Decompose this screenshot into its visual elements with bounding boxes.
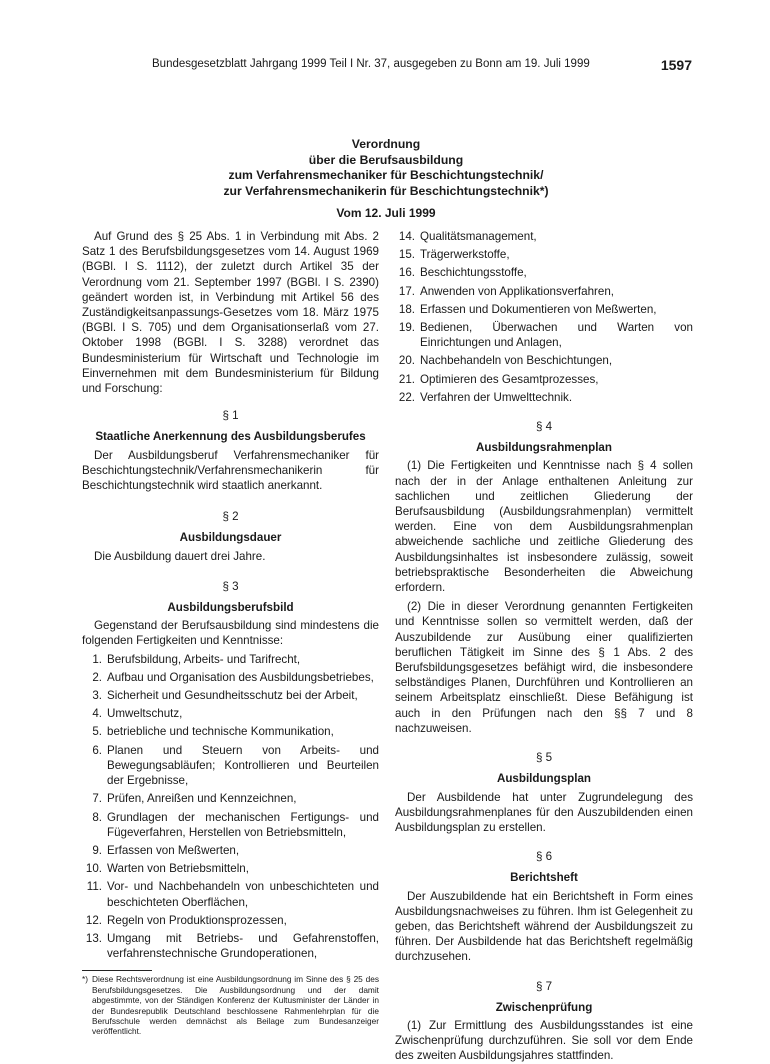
list-item-number: 20. bbox=[398, 354, 415, 368]
footnote-marker: *) bbox=[82, 974, 88, 985]
list-item-text: Erfassen von Meßwerten, bbox=[107, 843, 240, 857]
list-item-text: Trägerwerkstoffe, bbox=[420, 248, 510, 262]
running-header bbox=[80, 58, 692, 76]
list-item-number: 3. bbox=[92, 689, 102, 703]
header-text: Bundesgesetzblatt Jahrgang 1999 Teil I Nr. 37, ausgegeben zu Bonn am 19. Juli 1999 bbox=[152, 58, 590, 70]
list-item-number: 7. bbox=[92, 792, 102, 806]
title-line-3: zum Verfahrensmechaniker für Beschichtungstechnik/ bbox=[228, 168, 544, 183]
list-item-number: 14. bbox=[398, 230, 415, 243]
right-column bbox=[395, 229, 693, 1064]
section-2-number: § 2 bbox=[222, 510, 239, 524]
list-item-text: Aufbau und Organisation des Ausbildungsbetriebes, bbox=[107, 670, 374, 684]
footnote-text: Diese Rechtsverordnung ist eine Ausbildungsordnung im Sinne des § 25 des Berufsbildungsgesetzes. Die Ausbildungsordnung und der damit abgestimmte, von der Ständigen Konferenz der Kultusminister der Länder in der Bundesrepublik Deutschland beschlossene Rahmenlehrplan für die Berufsschule werden demnächst als Beilage zum Bundesanzeiger veröffentlicht. bbox=[92, 974, 379, 1037]
section-3-intro: Gegenstand der Berufsausbildung sind mindestens die folgenden Fertigkeiten und Kenntnisse: bbox=[82, 619, 379, 648]
list-item-number: 19. bbox=[398, 321, 415, 335]
list-item-text: Umgang mit Betriebs- und Gefahrenstoffen, verfahrenstechnische Grundoperationen, bbox=[107, 931, 379, 961]
list-item-number: 8. bbox=[92, 810, 102, 824]
section-1-number: § 1 bbox=[222, 409, 239, 423]
list-item-text: Verfahren der Umwelttechnik. bbox=[420, 390, 573, 404]
list-item-text: Berufsbildung, Arbeits- und Tarifrecht, bbox=[107, 652, 301, 666]
list-item bbox=[82, 791, 379, 806]
list-item bbox=[395, 302, 693, 317]
list-item bbox=[395, 265, 693, 280]
list-item bbox=[82, 931, 379, 961]
list-item-text: Anwenden von Applikationsverfahren, bbox=[420, 284, 615, 298]
document-title bbox=[80, 137, 692, 199]
list-item-number: 2. bbox=[92, 670, 102, 684]
list-item-number: 15. bbox=[398, 248, 415, 262]
list-item-text: Beschichtungsstoffe, bbox=[420, 266, 527, 280]
list-item bbox=[82, 724, 379, 739]
section-1-title: Staatliche Anerkennung des Ausbildungsberufes bbox=[95, 430, 366, 444]
section-3-title: Ausbildungsberufsbild bbox=[167, 601, 294, 615]
list-item-text: Planen und Steuern von Arbeits- und Bewegungsabläufen; Kontrollieren und Beurteilen der Ergebnisse, bbox=[107, 743, 379, 788]
section-5-title: Ausbildungsplan bbox=[496, 772, 592, 786]
section-7-number: § 7 bbox=[535, 979, 553, 993]
list-item-text: Regeln von Produktionsprozessen, bbox=[107, 913, 287, 927]
section-4-title: Ausbildungsrahmenplan bbox=[476, 441, 612, 455]
list-item bbox=[82, 706, 379, 721]
list-item-number: 12. bbox=[85, 913, 102, 927]
section-7-title: Zwischenprüfung bbox=[495, 1000, 593, 1014]
list-item-number: 18. bbox=[398, 302, 415, 316]
list-item bbox=[395, 229, 693, 244]
section-6-text: Der Auszubildende hat ein Berichtsheft in Form eines Ausbildungsnachweises zu führen. Ihm ist Gelegenheit zu geben, das Berichtsheft während der Ausbildungszeit zu führen. Der Ausbildende hat das Berichtsheft regelmäßig durchzusehen. bbox=[395, 889, 693, 964]
list-item-number: 17. bbox=[398, 284, 415, 298]
list-item-text: Grundlagen der mechanischen Fertigungs- und Fügeverfahren, Herstellen von Betriebsmitteln, bbox=[107, 810, 379, 839]
list-item-text: Nachbehandeln von Beschichtungen, bbox=[420, 354, 613, 368]
list-item-number: 9. bbox=[92, 843, 102, 857]
section-3-number: § 3 bbox=[222, 579, 239, 593]
document-date: Vom 12. Juli 1999 bbox=[336, 206, 436, 220]
list-item-text: Qualitätsmanagement, bbox=[420, 230, 537, 243]
section-4-number: § 4 bbox=[535, 420, 553, 434]
section-6-number: § 6 bbox=[535, 850, 553, 864]
list-item-number: 4. bbox=[92, 707, 102, 721]
section-4-paragraph-1: (1) Die Fertigkeiten und Kenntnisse nach § 4 sollen nach der in der Anlage enthaltenen Anleitung zur sachlichen und zeitlichen Gliederung der Berufsausbildung (Ausbildungsrahmenplan) vermittelt werden. Eine von dem Ausbildungsrahmenplan abweichende sachliche und zeitliche Gliederung des Ausbildungsinhaltes ist insbesondere zulässig, soweit betriebspraktische Besonderheiten die Abweichung erfordern. bbox=[395, 459, 693, 595]
left-column bbox=[82, 229, 379, 1037]
list-item-text: Bedienen, Überwachen und Warten von Einrichtungen und Anlagen, bbox=[420, 321, 693, 350]
section-6-title: Berichtsheft bbox=[510, 871, 578, 885]
list-item-text: Umweltschutz, bbox=[107, 707, 183, 721]
list-item-text: Optimieren des Gesamtprozesses, bbox=[420, 372, 599, 386]
title-line-2: über die Berufsausbildung bbox=[308, 152, 464, 167]
list-item-number: 10. bbox=[85, 862, 102, 876]
list-item bbox=[395, 390, 693, 405]
list-item-text: betriebliche und technische Kommunikation, bbox=[107, 725, 334, 739]
list-item-number: 21. bbox=[398, 372, 415, 386]
section-7-text: (1) Zur Ermittlung des Ausbildungsstandes ist eine Zwischenprüfung durchzuführen. Sie soll vor dem Ende des zweiten Ausbildungsjahres stattfinden. bbox=[395, 1018, 693, 1063]
section-1-text: Der Ausbildungsberuf Verfahrensmechaniker für Beschichtungstechnik/Verfahrensmechanikerin für Beschichtungstechnik wird staatlich anerkannt. bbox=[82, 448, 379, 493]
list-item-number: 22. bbox=[398, 390, 415, 404]
skills-list-part-2 bbox=[395, 229, 693, 405]
list-item-text: Erfassen und Dokumentieren von Meßwerten, bbox=[420, 302, 657, 316]
list-item bbox=[395, 372, 693, 387]
list-item-number: 5. bbox=[92, 725, 102, 739]
list-item-number: 11. bbox=[86, 880, 102, 894]
section-5-text: Der Ausbildende hat unter Zugrundelegung des Ausbildungsrahmenplanes für den Auszubildenden einen Ausbildungsplan zu erstellen. bbox=[395, 790, 693, 834]
preamble: Auf Grund des § 25 Abs. 1 in Verbindung mit Abs. 2 Satz 1 des Berufsbildungsgesetzes vom 14. August 1969 (BGBl. I S. 1112), der zuletzt durch Artikel 35 der Verordnung vom 21. September 1997 (BGBl. I S. 2390) geändert worden ist, in Verbindung mit Artikel 56 des Zuständigkeitsanpassungs-Gesetzes vom 18. März 1975 (BGBl. I S. 705) und dem Organisationserlaß vom 27. Oktober 1998 (BGBl. I S. 3288) verordnet das Bundesministerium für Wirtschaft und Technologie im Einvernehmen mit dem Bundesministerium für Bildung und Forschung: bbox=[82, 230, 379, 396]
title-line-1: Verordnung bbox=[351, 137, 421, 151]
list-item bbox=[82, 843, 379, 858]
list-item bbox=[82, 652, 379, 667]
footnote-divider bbox=[82, 970, 152, 971]
list-item bbox=[395, 353, 693, 368]
list-item bbox=[82, 810, 379, 840]
title-line-4: zur Verfahrensmechanikerin für Beschichtungstechnik*) bbox=[223, 183, 549, 198]
list-item-text: Vor- und Nachbehandeln von unbeschichteten und beschichteten Oberflächen, bbox=[107, 880, 379, 909]
list-item bbox=[82, 743, 379, 789]
list-item bbox=[82, 688, 379, 703]
list-item bbox=[82, 861, 379, 876]
skills-list-part-1 bbox=[82, 652, 379, 962]
footnote bbox=[82, 974, 379, 1036]
section-2-text: Die Ausbildung dauert drei Jahre. bbox=[94, 549, 266, 563]
list-item bbox=[395, 320, 693, 350]
list-item-number: 13. bbox=[85, 931, 102, 945]
list-item-text: Warten von Betriebsmitteln, bbox=[107, 862, 249, 876]
list-item-text: Prüfen, Anreißen und Kennzeichnen, bbox=[107, 792, 297, 806]
section-5-number: § 5 bbox=[535, 751, 553, 765]
list-item bbox=[82, 879, 379, 909]
list-item-number: 1. bbox=[92, 652, 102, 666]
page-number: 1597 bbox=[660, 57, 692, 73]
list-item bbox=[395, 284, 693, 299]
section-2-title: Ausbildungsdauer bbox=[179, 531, 282, 545]
section-4-paragraph-2: (2) Die in dieser Verordnung genannten Fertigkeiten und Kenntnisse sollen so vermittelt werden, daß der Auszubildende zur Ausübung einer qualifizierten beruflichen Tätigkeit im Sinne des § 1 Abs. 2 des Berufsbildungsgesetzes befähigt wird, die insbesondere selbständiges Planen, Durchführen und Kontrollieren an seinem Arbeitsplatz einschließt. Diese Befähigung ist auch in den Prüfungen nach den §§ 7 und 8 nachzuweisen. bbox=[395, 600, 693, 735]
list-item-number: 16. bbox=[398, 266, 415, 280]
list-item bbox=[82, 913, 379, 928]
list-item bbox=[82, 670, 379, 685]
list-item-number: 6. bbox=[92, 743, 102, 757]
list-item bbox=[395, 247, 693, 262]
list-item-text: Sicherheit und Gesundheitsschutz bei der Arbeit, bbox=[107, 689, 358, 703]
